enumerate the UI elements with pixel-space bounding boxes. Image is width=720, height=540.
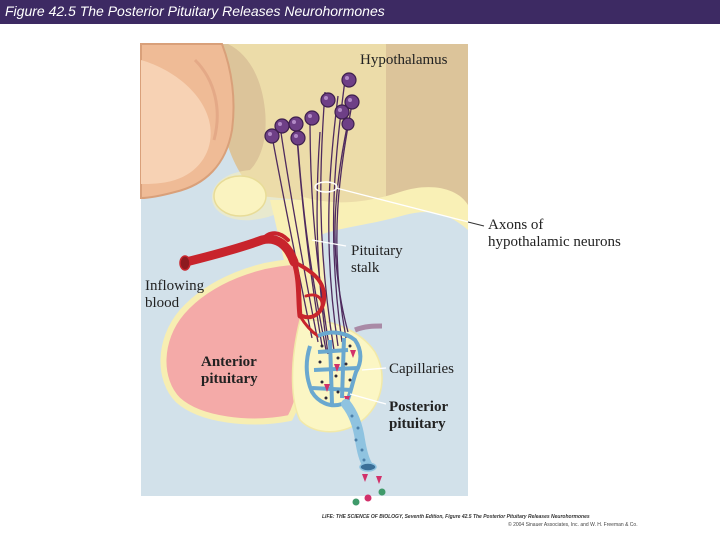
credit-line-1: LIFE: THE SCIENCE OF BIOLOGY, Seventh Edition, Figure 42.5 The Posterior Pituitary Releases Neurohormones (322, 514, 590, 520)
neuron-soma (289, 117, 303, 131)
stalk-label-line1: Pituitary (351, 243, 403, 259)
credit-line-2: © 2004 Sinauer Associates, Inc. and W. H. Freeman & Co. (508, 522, 638, 528)
neuron-soma (342, 73, 356, 87)
axons-label-line1: Axons of (488, 217, 544, 233)
inflowing-label-line2: blood (145, 295, 180, 311)
neuron-soma (342, 118, 354, 130)
figure-title: Figure 42.5 The Posterior Pituitary Releases Neurohormones (5, 3, 385, 19)
hormone-molecule (365, 495, 372, 502)
anterior-label-line1: Anterior (201, 354, 257, 370)
hormone-molecule (353, 499, 360, 506)
axons-label-line2: hypothalamic neurons (488, 234, 621, 250)
optic-chiasm (214, 176, 266, 216)
artery-opening (180, 256, 190, 270)
neuron-soma (321, 93, 335, 107)
capillaries-label: Capillaries (389, 361, 454, 377)
neuron-soma (305, 111, 319, 125)
posterior-label-line2: pituitary (389, 416, 446, 432)
neuron-soma (335, 105, 349, 119)
posterior-label-line1: Posterior (389, 399, 449, 415)
hypothalamus-label: Hypothalamus (360, 52, 448, 68)
neuron-soma (265, 129, 279, 143)
stalk-label-line2: stalk (351, 260, 380, 276)
neuron-soma (291, 131, 305, 145)
vein-opening (360, 463, 376, 471)
hormone-molecule (379, 489, 386, 496)
inflowing-label-line1: Inflowing (145, 278, 205, 294)
anterior-label-line2: pituitary (201, 371, 258, 387)
